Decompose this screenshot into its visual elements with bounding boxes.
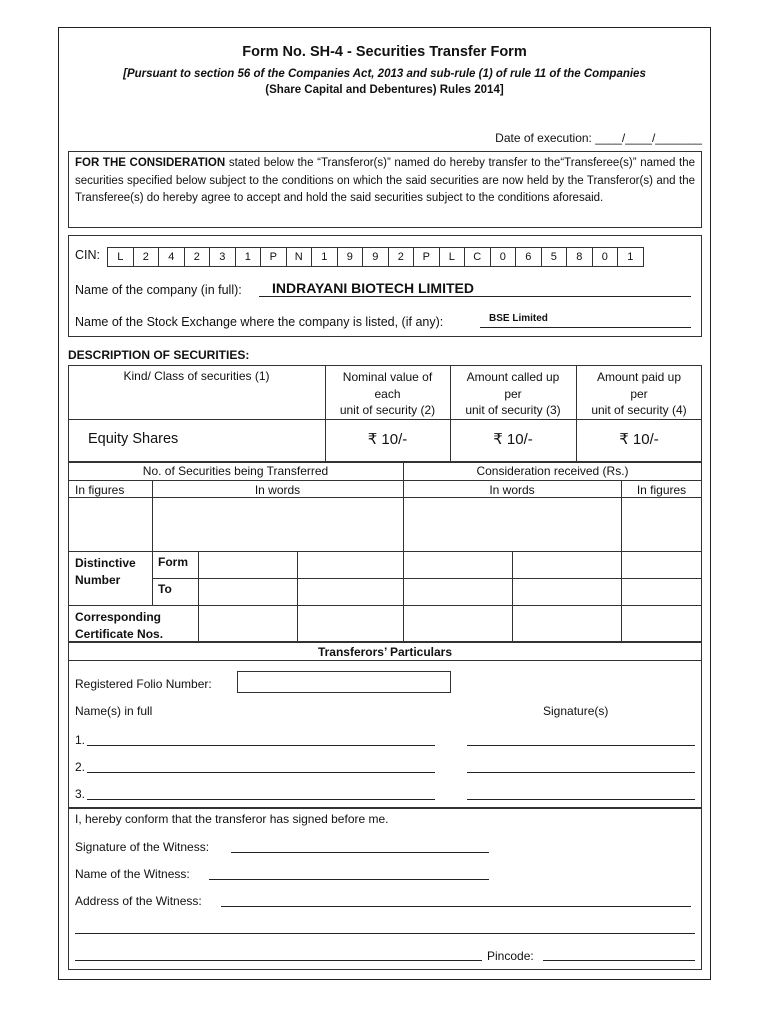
name-3-label: 3.: [75, 787, 86, 801]
names-label: Name(s) in full: [75, 704, 153, 718]
cin-cell[interactable]: 2: [388, 247, 415, 267]
cin-cell[interactable]: 4: [158, 247, 185, 267]
signatures-label: Signature(s): [543, 704, 609, 718]
cin-cell[interactable]: 6: [515, 247, 542, 267]
witness-box: [68, 808, 702, 970]
form-label: Form: [158, 555, 188, 569]
cin-cell[interactable]: 1: [617, 247, 644, 267]
kind-value[interactable]: Equity Shares: [88, 431, 179, 447]
witness-address-line-3[interactable]: [75, 960, 482, 961]
witness-address-label: Address of the Witness:: [75, 894, 202, 908]
folio-label: Registered Folio Number:: [75, 677, 212, 691]
cin-cell[interactable]: 0: [490, 247, 517, 267]
consideration-paragraph: [68, 151, 702, 228]
cin-label: CIN:: [75, 248, 100, 262]
name-1-line[interactable]: [87, 745, 435, 746]
witness-signature-line[interactable]: [231, 852, 489, 853]
cin-cell[interactable]: 3: [209, 247, 236, 267]
col-called-header: Amount called up per unit of security (3): [465, 370, 561, 417]
cin-cell[interactable]: 2: [133, 247, 160, 267]
distinctive-number-label: Distinctive Number: [75, 556, 136, 587]
name-1-label: 1.: [75, 733, 86, 747]
form-title: Form No. SH-4 - Securities Transfer Form: [242, 44, 527, 60]
securities-heading: DESCRIPTION OF SECURITIES:: [68, 348, 250, 362]
called-value[interactable]: ₹ 10/-: [493, 431, 533, 448]
cin-cell[interactable]: 1: [311, 247, 338, 267]
cin-cell[interactable]: 8: [566, 247, 593, 267]
certificate-nos-label: Corresponding Certificate Nos.: [75, 610, 164, 641]
conform-text: I, hereby conform that the transferor has signed before me.: [75, 812, 389, 826]
signature-1-line[interactable]: [467, 745, 695, 746]
nominal-value[interactable]: ₹ 10/-: [367, 431, 408, 448]
signature-2-line[interactable]: [467, 772, 695, 773]
consideration-header: Consideration received (Rs.): [476, 464, 629, 478]
date-of-execution[interactable]: Date of execution: ____/____/_______: [495, 131, 702, 145]
in-words-header: In words: [254, 483, 301, 497]
col-nominal-header: Nominal value of each unit of security (2): [339, 370, 436, 417]
cin-cell[interactable]: N: [286, 247, 313, 267]
subtitle-line-2: (Share Capital and Debentures) Rules 2014]: [265, 84, 504, 96]
col-paid-header: Amount paid up per unit of security (4): [591, 370, 687, 417]
name-2-line[interactable]: [87, 772, 435, 773]
transferors-heading: Transferors’ Particulars: [317, 645, 453, 659]
cin-cell[interactable]: P: [413, 247, 440, 267]
in-figures-header-2: In figures: [636, 483, 687, 497]
cin-cell[interactable]: 1: [235, 247, 262, 267]
witness-address-line-2[interactable]: [75, 933, 695, 934]
witness-address-line-1[interactable]: [221, 906, 691, 907]
cin-cell[interactable]: L: [107, 247, 134, 267]
pincode-line[interactable]: [543, 960, 695, 961]
witness-name-line[interactable]: [209, 879, 489, 880]
consideration-lead: FOR THE CONSIDERATION: [75, 157, 226, 169]
cin-cell[interactable]: 9: [337, 247, 364, 267]
exchange-value[interactable]: BSE Limited: [489, 313, 548, 324]
cin-cell[interactable]: L: [439, 247, 466, 267]
transferors-box: [68, 642, 702, 808]
paid-value[interactable]: ₹ 10/-: [619, 431, 659, 448]
cin-cell[interactable]: 2: [184, 247, 211, 267]
company-name-value[interactable]: INDRAYANI BIOTECH LIMITED: [272, 280, 474, 296]
subtitle-line-1: [Pursuant to section 56 of the Companies Act, 2013 and sub-rule (1) of rule 11 of the Companies: [123, 68, 646, 80]
witness-signature-label: Signature of the Witness:: [75, 840, 210, 854]
to-label: To: [158, 582, 172, 596]
cin-cell[interactable]: P: [260, 247, 287, 267]
name-3-line[interactable]: [87, 799, 435, 800]
no-securities-header: No. of Securities being Transferred: [142, 464, 329, 478]
cin-cell[interactable]: 5: [541, 247, 568, 267]
witness-name-label: Name of the Witness:: [75, 867, 190, 881]
form-subtitle: [58, 66, 711, 98]
company-name-label: Name of the company (in full):: [75, 283, 242, 297]
pincode-label: Pincode:: [487, 949, 534, 963]
exchange-label: Name of the Stock Exchange where the company is listed, (if any):: [75, 315, 444, 329]
cin-cells: [108, 247, 644, 267]
folio-input[interactable]: [237, 671, 451, 693]
cin-cell[interactable]: C: [464, 247, 491, 267]
cin-cell[interactable]: 0: [592, 247, 619, 267]
consideration-text: stated below the “Transferor(s)” named do hereby transfer to the“Transferee(s)” named the securities specified below subject to the conditions on which the said securities are now held by the Transferor(s) and the Transferee(s) do hereby agree to accept and hold the said securities subject to the conditions aforesaid.: [75, 157, 695, 204]
col-kind-header: Kind/ Class of securities (1): [123, 369, 270, 383]
signature-3-line[interactable]: [467, 799, 695, 800]
company-name-line: [259, 296, 691, 297]
cin-cell[interactable]: 9: [362, 247, 389, 267]
in-words-header-2: In words: [489, 483, 535, 497]
exchange-line: [480, 327, 691, 328]
name-2-label: 2.: [75, 760, 86, 774]
in-figures-header: In figures: [75, 483, 125, 497]
